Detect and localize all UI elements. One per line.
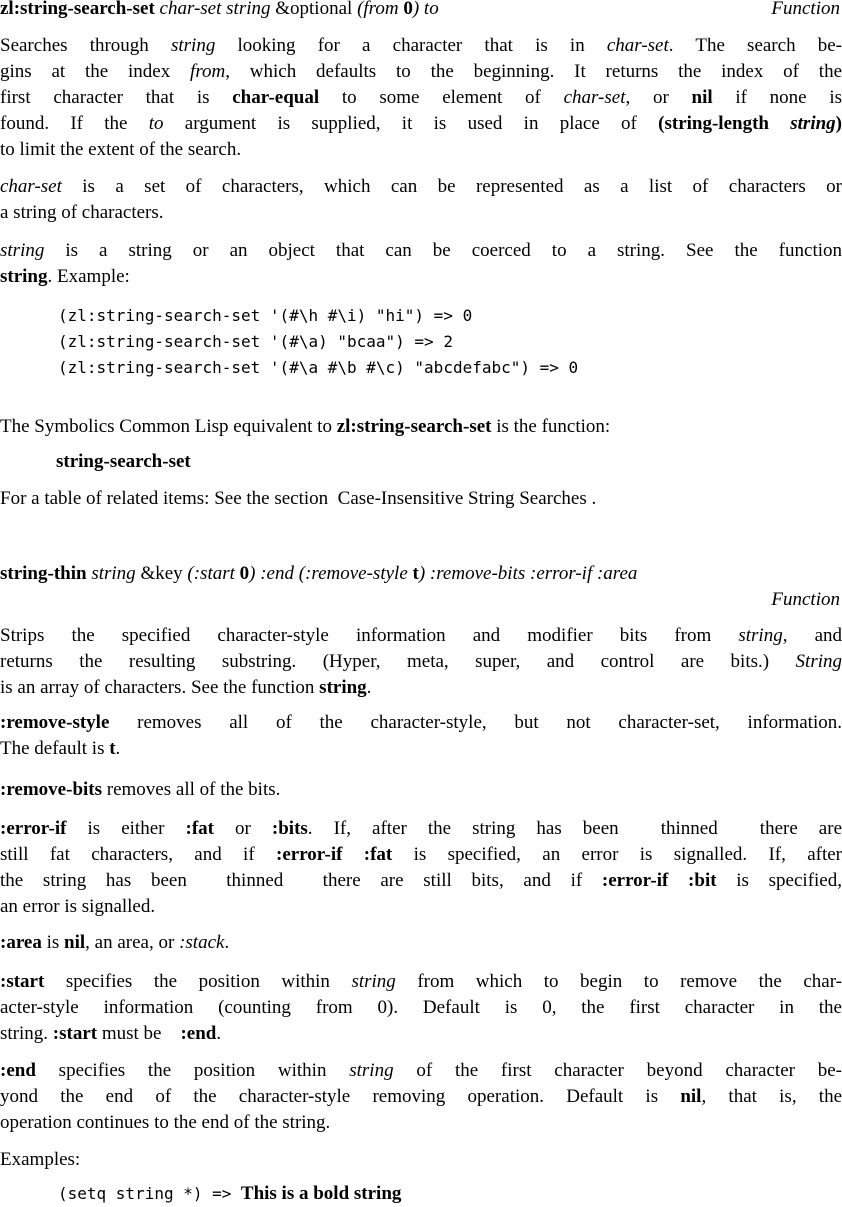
text: argument is supplied, it is used in place of (163, 113, 659, 134)
keyword-ref: :error-if :fat (276, 844, 393, 865)
examples-label (0, 1147, 842, 1173)
text: . If, after the string has been thinned there are (307, 818, 842, 839)
text-line (0, 486, 842, 512)
code-line: (zl:string-search-set '(#\a #\b #\c) "abcdefabc") => 0 (58, 358, 579, 377)
equivalent-function (56, 449, 191, 475)
text: operation continues to the end of the string. (0, 1112, 331, 1133)
description-paragraph (0, 33, 842, 163)
text-line (0, 623, 842, 649)
keyword-ref: :start (52, 1023, 98, 1044)
text-line (0, 710, 842, 736)
text: acter-style information (counting from 0). Default is 0, the first character in the (0, 997, 842, 1018)
text-line (0, 816, 842, 842)
text-line (0, 137, 842, 163)
arg-ref: char-set (563, 87, 626, 108)
text-line (0, 174, 842, 200)
text: removes all of the bits. (102, 779, 281, 800)
text: specifies the position within (44, 971, 352, 992)
arg-ref: char-set (0, 176, 62, 197)
text: . (216, 1023, 222, 1044)
text: still fat characters, and if (0, 844, 276, 865)
text-line (0, 894, 842, 920)
default-value: 0 (403, 0, 413, 19)
related-paragraph (0, 486, 842, 512)
keyword-ref: t (109, 738, 116, 759)
text: specifies the position within (35, 1060, 350, 1081)
text-line (0, 1021, 842, 1047)
arg-ref: string (351, 971, 396, 992)
text: is the function: (491, 416, 611, 437)
text-line (0, 414, 842, 440)
code-example-line (58, 1181, 401, 1207)
text: , and (782, 625, 842, 646)
keyword-ref: :start (0, 971, 45, 992)
description-paragraph (0, 623, 842, 701)
text-line (0, 777, 842, 803)
keyword-ref: :error-if (0, 818, 67, 839)
keyword-ref: :end (180, 1023, 217, 1044)
code-text: (setq string *) => (58, 1184, 232, 1203)
arg-ref: string (790, 113, 836, 134)
text-line (0, 33, 842, 59)
code-example-block (58, 303, 578, 381)
function-ref: string-search-set (56, 451, 191, 472)
text-line (0, 111, 842, 137)
function-name: zl:string-search-set (0, 0, 155, 19)
text: or (213, 818, 272, 839)
text: removes all of the character-style, but not character-set, information. (109, 712, 842, 733)
text: from which to begin to remove the char- (395, 971, 842, 992)
default-value: 0 (239, 563, 250, 584)
text: must be (97, 1023, 181, 1044)
arg-ref: string (738, 625, 783, 646)
arg-ref: string (170, 35, 216, 56)
text-line (0, 930, 842, 956)
text-line (0, 238, 842, 264)
text-line (0, 675, 842, 701)
text: ) (835, 113, 842, 134)
code-line: (zl:string-search-set '(#\h #\i) "hi") => 0 (58, 306, 473, 325)
text: a string of characters. (0, 202, 164, 223)
function-ref: (string-length (658, 113, 791, 134)
remove-style-paragraph (0, 710, 842, 762)
text-line (0, 1110, 842, 1136)
arg-ref: to (148, 113, 164, 134)
text: the string has been thinned there are still bits, and if (0, 870, 602, 891)
text-line (0, 1147, 842, 1173)
keyword-ref: nil (64, 932, 86, 953)
function-ref: string (319, 677, 367, 698)
text: returns the resulting substring. (Hyper, meta, super, and control are bits.) (0, 651, 796, 672)
text: is specified, (716, 870, 842, 891)
text-line (0, 85, 842, 111)
text-line (0, 969, 842, 995)
text: . (366, 677, 372, 698)
area-paragraph (0, 930, 842, 956)
text: to limit the extent of the search. (0, 139, 242, 160)
text: if none is (712, 87, 842, 108)
text-line (0, 1058, 842, 1084)
function-ref: char-equal (232, 87, 320, 108)
optional-args-rest: ) to (412, 0, 439, 19)
arg-ref: string (0, 240, 45, 261)
text-line (0, 842, 842, 868)
error-if-paragraph (0, 816, 842, 920)
entry-type-row (0, 587, 842, 613)
keyword-ref: :remove-bits (0, 779, 103, 800)
code-line: (zl:string-search-set '(#\a) "bcaa") => 2 (58, 332, 453, 351)
text: Examples: (0, 1149, 81, 1170)
text: The Symbolics Common Lisp equivalent to (0, 416, 337, 437)
text-line (0, 264, 842, 290)
arg-list: char-set string (159, 0, 271, 19)
text-line (0, 200, 842, 226)
arg-ref: String (795, 651, 842, 672)
keyword-ref: :fat (185, 818, 214, 839)
text: is specified, an error is signalled. If, after (392, 844, 842, 865)
equivalent-paragraph (0, 414, 842, 440)
key-args: ) :remove-bits :error-if :area (418, 563, 638, 584)
text: The default is (0, 738, 110, 759)
text: is either (66, 818, 186, 839)
text-line (0, 736, 842, 762)
function-name: string-thin (0, 563, 87, 584)
text: first character that is (0, 87, 233, 108)
keyword-ref: :remove-style (0, 712, 110, 733)
function-ref: zl:string-search-set (336, 416, 492, 437)
text-line (0, 995, 842, 1021)
end-paragraph (0, 1058, 842, 1136)
text-line (0, 868, 842, 894)
optional-args: (from (357, 0, 404, 19)
entry-header-string-thin (0, 561, 842, 587)
entry-type-label: Function (771, 589, 840, 610)
arg-ref: char-set (606, 35, 669, 56)
text-line (0, 59, 842, 85)
arg-ref: string (349, 1060, 394, 1081)
text: found. If the (0, 113, 149, 134)
text: is (41, 932, 65, 953)
keyword-ref: :error-if :bit (601, 870, 717, 891)
entry-type-label: Function (771, 0, 840, 19)
text: string. (0, 1023, 53, 1044)
text: . The search be- (668, 35, 842, 56)
keyword-ref: :end (0, 1060, 36, 1081)
remove-bits-paragraph (0, 777, 842, 803)
text: is a set of characters, which can be represented as a list of characters or (61, 176, 842, 197)
text: yond the end of the character-style removing operation. Default is (0, 1086, 681, 1107)
bold-string-result: This is a bold string (240, 1183, 402, 1204)
arg-ref: from (190, 61, 226, 82)
keyword-ref: nil (691, 87, 713, 108)
text: . (224, 932, 230, 953)
text: , which defaults to the beginning. It returns the index of the (225, 61, 842, 82)
charset-paragraph (0, 174, 842, 226)
text: of the first character beyond character be- (393, 1060, 842, 1081)
arg-list: string (91, 563, 136, 584)
key-args: ) :end (:remove-style (249, 563, 413, 584)
text: , an area, or (85, 932, 180, 953)
default-value: t (412, 563, 419, 584)
text: is a string or an object that can be coerced to a string. See the function (44, 240, 842, 261)
string-paragraph (0, 238, 842, 290)
text: Searches through (0, 35, 171, 56)
keyword-ref: nil (680, 1086, 702, 1107)
lambda-keyword: &optional (275, 0, 353, 19)
text: an error is signalled. (0, 896, 156, 917)
keyword-ref: :bits (271, 818, 308, 839)
start-paragraph (0, 969, 842, 1047)
text: gins at the index (0, 61, 191, 82)
text: . (115, 738, 121, 759)
text-line (0, 649, 842, 675)
cross-reference-text: For a table of related items: See the section Case-Insensitive String Searches . (0, 488, 597, 509)
keyword-ref: :stack (179, 932, 225, 953)
text: to some element of (319, 87, 564, 108)
text: . Example: (47, 266, 130, 287)
key-args: (:start (187, 563, 240, 584)
text: , that is, the (701, 1086, 842, 1107)
lambda-keyword: &key (140, 563, 183, 584)
entry-header-zl-string-search-set (0, 0, 842, 22)
text: , or (625, 87, 692, 108)
text: looking for a character that is in (215, 35, 607, 56)
keyword-ref: :area (0, 932, 42, 953)
text-line (0, 1084, 842, 1110)
text: Strips the specified character-style information and modifier bits from (0, 625, 739, 646)
text: is an array of characters. See the function (0, 677, 320, 698)
function-ref: string (0, 266, 48, 287)
